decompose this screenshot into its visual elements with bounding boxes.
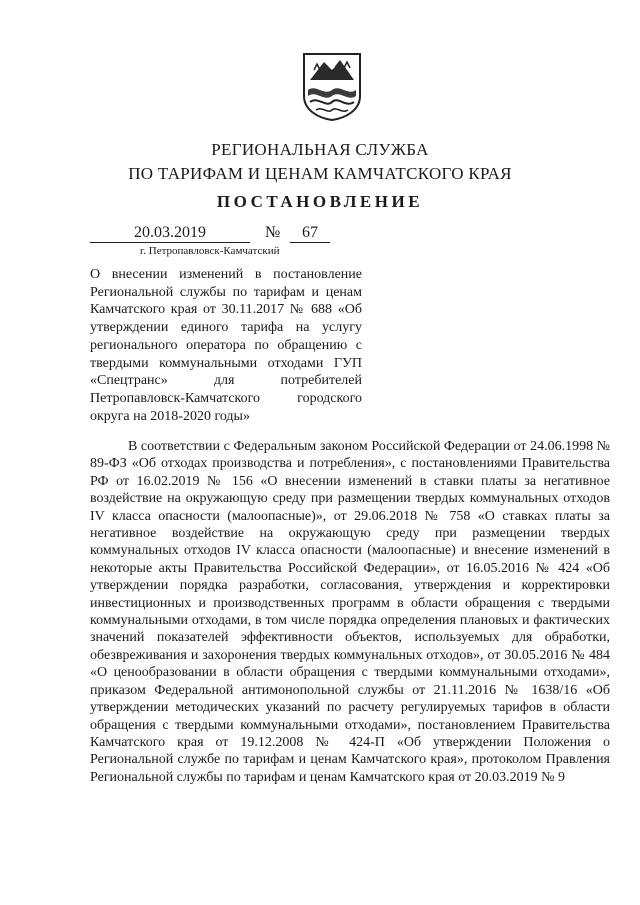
issue-city: г. Петропавловск-Камчатский: [140, 245, 280, 257]
document-date: 20.03.2019: [90, 224, 250, 243]
authority-line-1: РЕГИОНАЛЬНАЯ СЛУЖБА: [211, 140, 429, 159]
kamchatka-coat-of-arms-icon: [296, 50, 368, 122]
document-number: 67: [290, 224, 330, 243]
authority-line-2: ПО ТАРИФАМ И ЦЕНАМ КАМЧАТСКОГО КРАЯ: [128, 164, 512, 183]
date-number-line: [90, 224, 360, 246]
document-body: В соответствии с Федеральным законом Российской Федерации от 24.06.1998 № 89-ФЗ «Об отходах производства и потребления», с постановлениями Правительства РФ от 16.02.2019 № 156 «О внесении изменений в ставки платы за негативное воздействие на окружающую среду при размещении твердых коммунальных отходов IV класса опасности (малоопасные)», от 29.06.2018 № 758 «О ставках платы за негативное воздействие на окружающую среду при размещении твердых коммунальных отходов IV класса опасности (малоопасные) и внесение изменений в некоторые акты Правительства Российской Федерации», от 16.05.2016 № 424 «Об утверждении порядка разработки, согласования, утверждения и корректировки инвестиционных и производственных программ в области обращения с твердыми коммунальными отходами, в том числе порядка определения плановых и фактических значений показателей эффективности объектов, используемых для обработки, обезвреживания и захоронения твердых коммунальных отходов», от 30.05.2016 № 484 «О ценообразовании в области обращения с твердыми коммунальными отходами», приказом Федеральной антимонопольной службы от 21.11.2016 № 1638/16 «Об утверждении методических указаний по расчету регулируемых тарифов в области обращения с твердыми коммунальными отходами», постановлением Правительства Камчатского края от 19.12.2008 № 424-П «Об утверждении Положения о Региональной службе по тарифам и ценам Камчатского края», протоколом Правления Региональной службы по тарифам и ценам Камчатского края от 20.03.2019 № 9: [90, 439, 610, 785]
document-type: ПОСТАНОВЛЕНИЕ: [216, 192, 424, 211]
document-subject: О внесении изменений в постановление Региональной службы по тарифам и ценам Камчатского края от 30.11.2017 № 688 «Об утверждении единого тарифа на услугу регионального оператора по обращению с твердыми коммунальными отходами ГУП «Спецтранс» для потребителей Петропавловск-Камчатского городского округа на 2018-2020 годы»: [90, 267, 362, 424]
issuing-authority: [0, 138, 640, 186]
number-sign: №: [265, 224, 281, 241]
